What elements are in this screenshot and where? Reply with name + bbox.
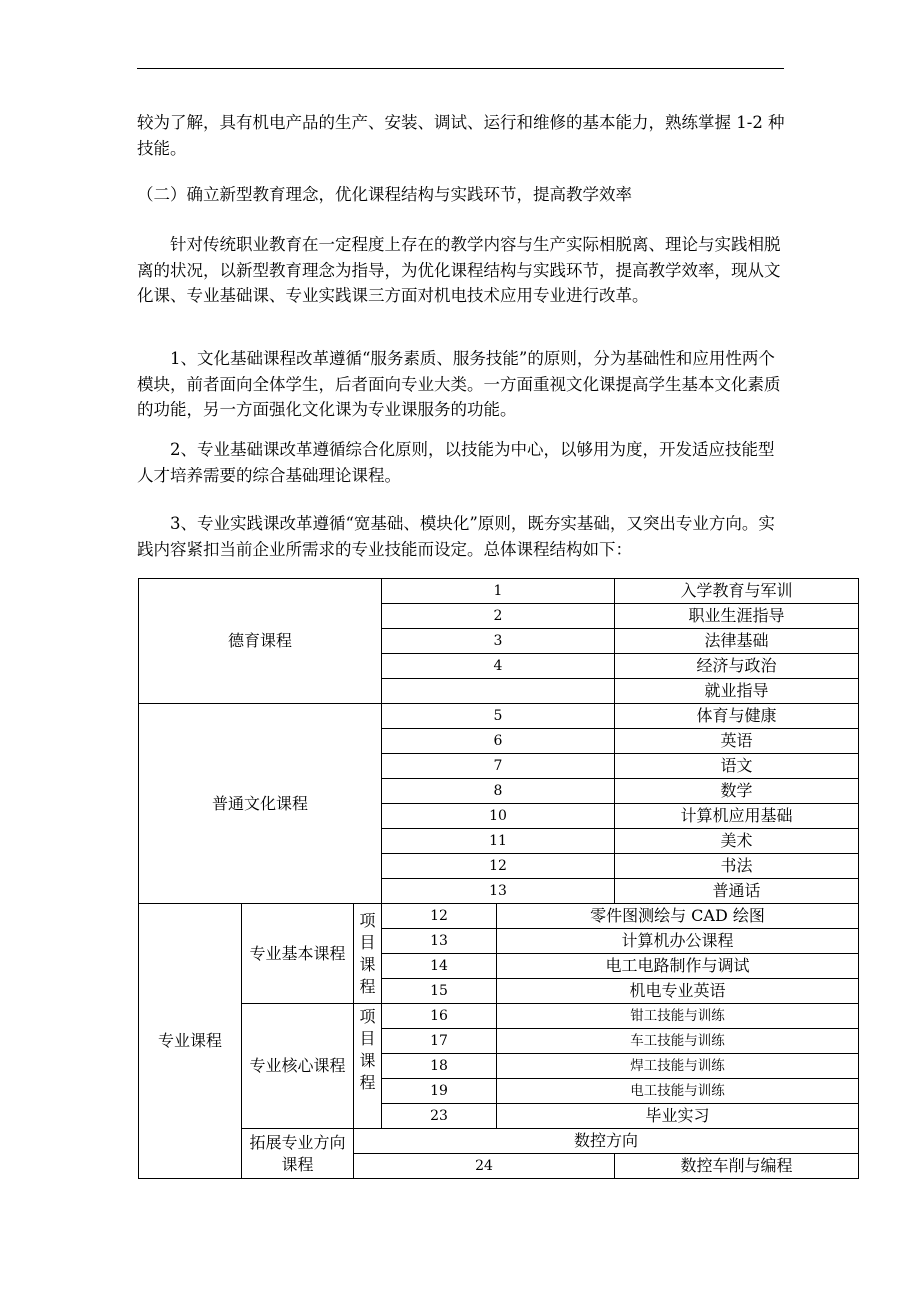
course-number: 13: [382, 879, 615, 904]
course-name: 数控车削与编程: [615, 1154, 859, 1179]
curriculum-table: [138, 578, 859, 1179]
course-name: 英语: [615, 729, 859, 754]
paragraph-1: [137, 110, 789, 161]
course-number: 11: [382, 829, 615, 854]
course-name: 职业生涯指导: [615, 604, 859, 629]
general-category: 普通文化课程: [139, 704, 382, 904]
course-number: 16: [382, 1004, 497, 1029]
course-number: 17: [382, 1029, 497, 1054]
course-name: 入学教育与军训: [615, 579, 859, 604]
header-rule: [137, 68, 784, 69]
course-number: 5: [382, 704, 615, 729]
extended-subcategory: 拓展专业方向课程: [242, 1129, 354, 1179]
course-name: 体育与健康: [615, 704, 859, 729]
section-heading-text: （二）确立新型教育理念，优化课程结构与实践环节，提高教学效率: [137, 185, 632, 204]
table-row: [139, 1004, 859, 1029]
course-name: 电工技能与训练: [497, 1079, 859, 1104]
course-number: 1: [382, 579, 615, 604]
course-number: 7: [382, 754, 615, 779]
course-name: 就业指导: [615, 679, 859, 704]
course-name: 钳工技能与训练: [497, 1004, 859, 1029]
course-name: 零件图测绘与 CAD 绘图: [497, 904, 859, 929]
course-number: 12: [382, 854, 615, 879]
table-row: [139, 1129, 859, 1154]
course-number: 3: [382, 629, 615, 654]
moral-category: 德育课程: [139, 579, 382, 704]
course-number: 2: [382, 604, 615, 629]
course-number: 8: [382, 779, 615, 804]
course-name: 焊工技能与训练: [497, 1054, 859, 1079]
table-row: [139, 704, 859, 729]
table-row: [139, 579, 859, 604]
paragraph-2: [137, 232, 789, 309]
table-row: [139, 904, 859, 929]
paragraph-5: [137, 511, 789, 562]
section-heading: [137, 182, 789, 208]
direction-label: 数控方向: [354, 1129, 859, 1154]
course-number: 24: [354, 1154, 615, 1179]
course-number: 10: [382, 804, 615, 829]
course-name: 经济与政治: [615, 654, 859, 679]
course-number: 18: [382, 1054, 497, 1079]
paragraph-4: [137, 437, 789, 488]
course-name: 法律基础: [615, 629, 859, 654]
course-number: 19: [382, 1079, 497, 1104]
project-label: 项目课程: [354, 904, 382, 1004]
course-number: 15: [382, 979, 497, 1004]
course-number: 23: [382, 1104, 497, 1129]
course-name: 普通话: [615, 879, 859, 904]
course-name: 机电专业英语: [497, 979, 859, 1004]
paragraph-text: 3、专业实践课改革遵循“宽基础、模块化”原则，既夯实基础，又突出专业方向。实践内容紧扣当前企业所需求的专业技能而设定。总体课程结构如下：: [137, 514, 775, 559]
course-number: 6: [382, 729, 615, 754]
course-name: 计算机应用基础: [615, 804, 859, 829]
core-subcategory: 专业核心课程: [242, 1004, 354, 1129]
paragraph-3: [137, 346, 789, 423]
course-name: 毕业实习: [497, 1104, 859, 1129]
course-name: 书法: [615, 854, 859, 879]
course-name: 车工技能与训练: [497, 1029, 859, 1054]
course-name: 数学: [615, 779, 859, 804]
project-label: 项目课程: [354, 1004, 382, 1129]
paragraph-text: 1、文化基础课程改革遵循“服务素质、服务技能”的原则，分为基础性和应用性两个模块，前者面向全体学生，后者面向专业大类。一方面重视文化课提高学生基本文化素质的功能，另一方面强化文化课为专业课服务的功能。: [137, 349, 781, 419]
paragraph-text: 2、专业基础课改革遵循综合化原则，以技能为中心，以够用为度，开发适应技能型人才培养需要的综合基础理论课程。: [137, 440, 775, 485]
basic-subcategory: 专业基本课程: [242, 904, 354, 1004]
course-name: 计算机办公课程: [497, 929, 859, 954]
course-number: [382, 679, 615, 704]
course-name: 美术: [615, 829, 859, 854]
course-number: 13: [382, 929, 497, 954]
course-number: 4: [382, 654, 615, 679]
course-number: 14: [382, 954, 497, 979]
course-number: 12: [382, 904, 497, 929]
professional-category: 专业课程: [139, 904, 242, 1179]
paragraph-text: 针对传统职业教育在一定程度上存在的教学内容与生产实际相脱离、理论与实践相脱离的状况，以新型教育理念为指导，为优化课程结构与实践环节，提高教学效率，现从文化课、专业基础课、专业实践课三方面对机电技术应用专业进行改革。: [137, 235, 781, 305]
paragraph-text: 较为了解，具有机电产品的生产、安装、调试、运行和维修的基本能力，熟练掌握 1-2 种技能。: [137, 113, 785, 158]
course-name: 电工电路制作与调试: [497, 954, 859, 979]
course-name: 语文: [615, 754, 859, 779]
